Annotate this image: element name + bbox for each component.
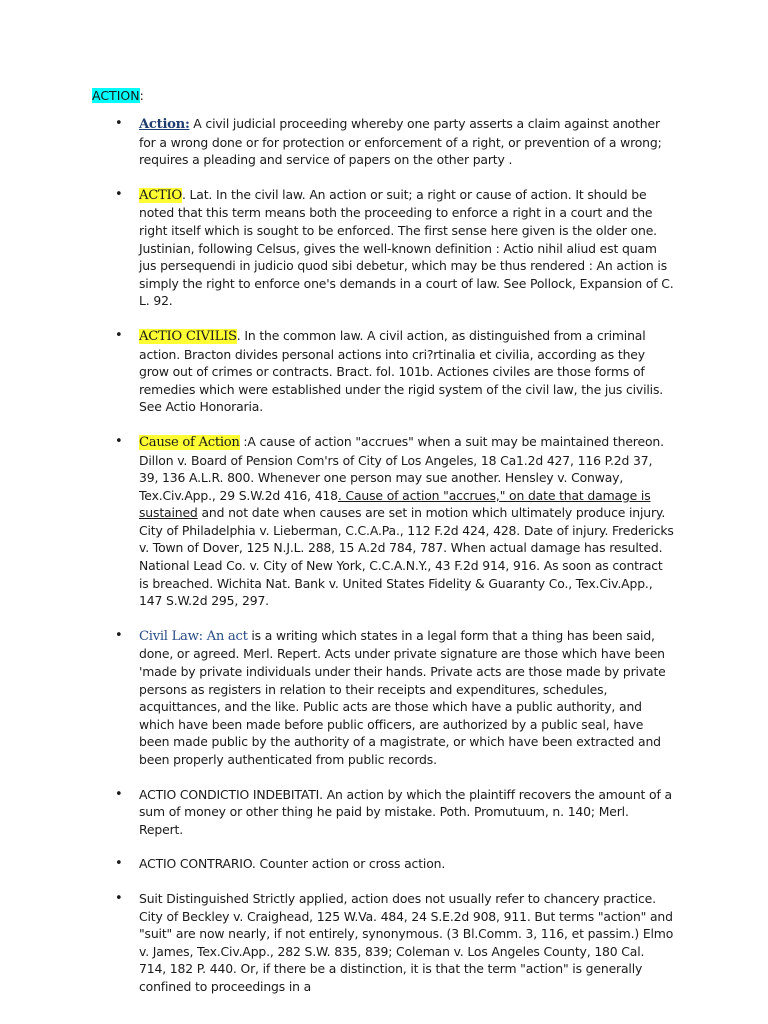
heading-colon: : <box>139 88 144 103</box>
entry-civil-law-act <box>0 627 675 769</box>
term-cause-of-action: Cause of Action <box>139 434 240 450</box>
section-heading <box>92 87 144 104</box>
entry-text: is a writing which states in a legal form that a thing has been said, done, or agreed. Merl. Repert. Acts under private signature are those which have been 'made by private individuals under their hands. Private acts are those made by private persons as registers in relation to their receipts and expenditures, schedules, acquittances, and the like. Public acts are those which have a public authority, and which have been made before public officers, are authorized by a public seal, have been made public by the authority of a magistrate, or which have been extracted and been properly authenticated from public records. <box>139 627 666 767</box>
entry-actio <box>0 186 675 310</box>
entry-actio-condictio <box>0 786 675 839</box>
entry-text-underlined: . Cause of action "accrues," on date that damage is sustained <box>139 487 651 521</box>
bullet-icon: • <box>115 186 123 202</box>
bullet-icon: • <box>115 856 123 872</box>
bullet-icon: • <box>115 627 123 643</box>
term-civil-law-act: Civil Law: An act <box>139 628 248 644</box>
bullet-icon: • <box>115 786 123 802</box>
term-action: Action: <box>139 117 190 132</box>
entry-text: . Lat. In the civil law. An action or suit; a right or cause of action. It should be noted that this term means both the proceeding to enforce a right in a court and the right itself which is sought to be enforced. The first sense here given is the older one. Justinian, following Celsus, gives the well-known definition : Actio nihil aliud est quam jus persequendi in judicio quod sibi debetur, which may be thus rendered : An action is simply the right to enforce one's demands in a court of law. See Pollock, Expansion of C. L. 92. <box>139 186 674 309</box>
term-actio: ACTIO <box>139 187 182 203</box>
entry-text-before: :A cause of action "accrues" when a suit may be maintained thereon. Dillon v. Board of Pension Com'rs of City of Los Angeles, 18 Ca1.2d 427, 116 P.2d 37, 39, 136 A.L.R. 800. Whenever one person may sue another. Hensley v. Conway, Tex.Civ.App., 29 S.W.2d 416, 418 <box>139 433 664 503</box>
bullet-icon: • <box>115 116 123 131</box>
entry-cause-of-action <box>0 433 675 610</box>
entry-action <box>0 115 675 169</box>
bullet-icon: • <box>115 327 123 343</box>
bullet-icon: • <box>115 433 123 449</box>
entry-text-after: and not date when causes are set in motion which ultimately produce injury. City of Philadelphia v. Lieberman, C.C.A.Pa., 112 F.2d 424, 428. Date of injury. Fredericks v. Town of Dover, 125 N.J.L. 288, 15 A.2d 784, 787. When actual damage has resulted. National Lead Co. v. City of New York, C.C.A.N.Y., 43 F.2d 914, 916. As soon as contract is breached. Wichita Nat. Bank v. United States Fidelity & Guaranty Co., Tex.Civ.App., 147 S.W.2d 295, 297. <box>139 505 674 609</box>
entry-suit-distinguished <box>0 890 675 996</box>
entry-actio-civilis <box>0 327 675 416</box>
bullet-icon: • <box>115 890 123 906</box>
entry-actio-contrario <box>0 855 675 873</box>
entry-text: A civil judicial proceeding whereby one party asserts a claim against another for a wrong done or for protection or enforcement of a right, or prevention of a wrong; requires a pleading and service of papers on the other party . <box>139 116 662 168</box>
entry-text: . In the common law. A civil action, as distinguished from a criminal action. Bracton divides personal actions into cri?rtinalia et civilia, according as they grow out of crimes or contracts. Bract. fol. 101b. Actiones civiles are those forms of remedies which were established under the rigid system of the civil law, the jus civilis. See Actio Honoraria. <box>139 327 664 415</box>
entry-text: Suit Distinguished Strictly applied, action does not usually refer to chancery practice. City of Beckley v. Craighead, 125 W.Va. 484, 24 S.E.2d 908, 911. But terms "action" and "suit" are now nearly, if not entirely, synonymous. (3 Bl.Comm. 3, 116, et passim.) Elmo v. James, Tex.Civ.App., 282 S.W. 835, 839; Coleman v. Los Angeles County, 180 Cal. 714, 182 P. 440. Or, if there be a distinction, it is that the term "action" is generally confined to proceedings in a <box>139 890 674 994</box>
entry-text: ACTIO CONDICTIO INDEBITATI. An action by which the plaintiff recovers the amount of a sum of money or other thing he paid by mistake. Poth. Promutuum, n. 140; Merl. Repert. <box>139 786 672 837</box>
definition-list <box>0 115 768 1013</box>
term-actio-civilis: ACTIO CIVILIS <box>139 328 237 344</box>
heading-label: ACTION <box>92 88 140 103</box>
entry-text: ACTIO CONTRARIO. Counter action or cross action. <box>139 856 446 872</box>
